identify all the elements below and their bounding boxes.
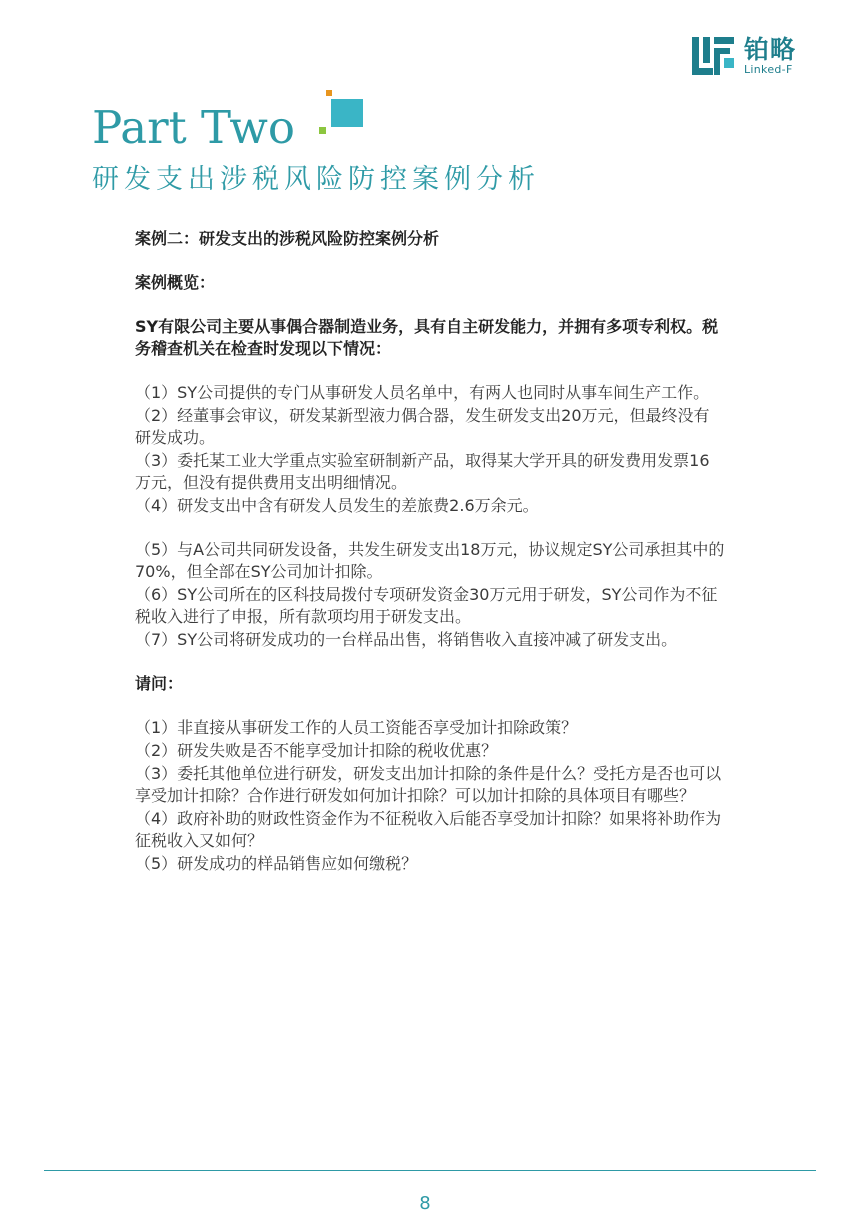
findings-list-continued [135, 539, 725, 651]
decorative-squares-icon [316, 90, 366, 142]
brand-logo [692, 36, 812, 78]
questions-list [135, 717, 725, 875]
logo-text-en: Linked-F [744, 63, 793, 76]
overview-heading: 案例概览： [135, 273, 216, 292]
list-item: （2）经董事会审议，研发某新型液力偶合器，发生研发支出20万元，但最终没有研发成功。 [135, 406, 710, 447]
document-body [135, 228, 725, 876]
part-title: Part Two [92, 101, 296, 154]
logo-mark-icon [692, 37, 736, 75]
list-item: （3）委托某工业大学重点实验室研制新产品，取得某大学开具的研发费用发票16万元，但没有提供费用支出明细情况。 [135, 451, 710, 492]
case-heading: 案例二：研发支出的涉税风险防控案例分析 [135, 229, 440, 248]
questions-heading: 请问： [135, 674, 184, 693]
case-intro: SY有限公司主要从事偶合器制造业务，具有自主研发能力，并拥有多项专利权。税务稽查机关在检查时发现以下情况： [135, 317, 719, 358]
list-item: （1）非直接从事研发工作的人员工资能否享受加计扣除政策？ [135, 718, 578, 737]
list-item: （6）SY公司所在的区科技局拨付专项研发资金30万元用于研发，SY公司作为不征税收入进行了申报，所有款项均用于研发支出。 [135, 585, 718, 626]
list-item: （1）SY公司提供的专门从事研发人员名单中，有两人也同时从事车间生产工作。 [135, 383, 710, 402]
footer-divider [44, 1170, 816, 1171]
list-item: （4）政府补助的财政性资金作为不征税收入后能否享受加计扣除？如果将补助作为征税收入又如何？ [135, 809, 722, 850]
list-item: （2）研发失败是否不能享受加计扣除的税收优惠？ [135, 741, 498, 760]
logo-text-cn: 铂略 [744, 35, 797, 64]
list-item: （5）研发成功的样品销售应如何缴税？ [135, 854, 418, 873]
findings-list [135, 382, 725, 517]
list-item: （5）与A公司共同研发设备，共发生研发支出18万元，协议规定SY公司承担其中的70%，但全部在SY公司加计扣除。 [135, 540, 725, 581]
page-number: 8 [419, 1193, 431, 1214]
part-subtitle: 研发支出涉税风险防控案例分析 [92, 164, 540, 195]
list-item: （3）委托其他单位进行研发，研发支出加计扣除的条件是什么？受托方是否也可以享受加计扣除？合作进行研发如何加计扣除？可以加计扣除的具体项目有哪些？ [135, 764, 722, 805]
list-item: （4）研发支出中含有研发人员发生的差旅费2.6万余元。 [135, 496, 539, 515]
list-item: （7）SY公司将研发成功的一台样品出售，将销售收入直接冲减了研发支出。 [135, 630, 678, 649]
